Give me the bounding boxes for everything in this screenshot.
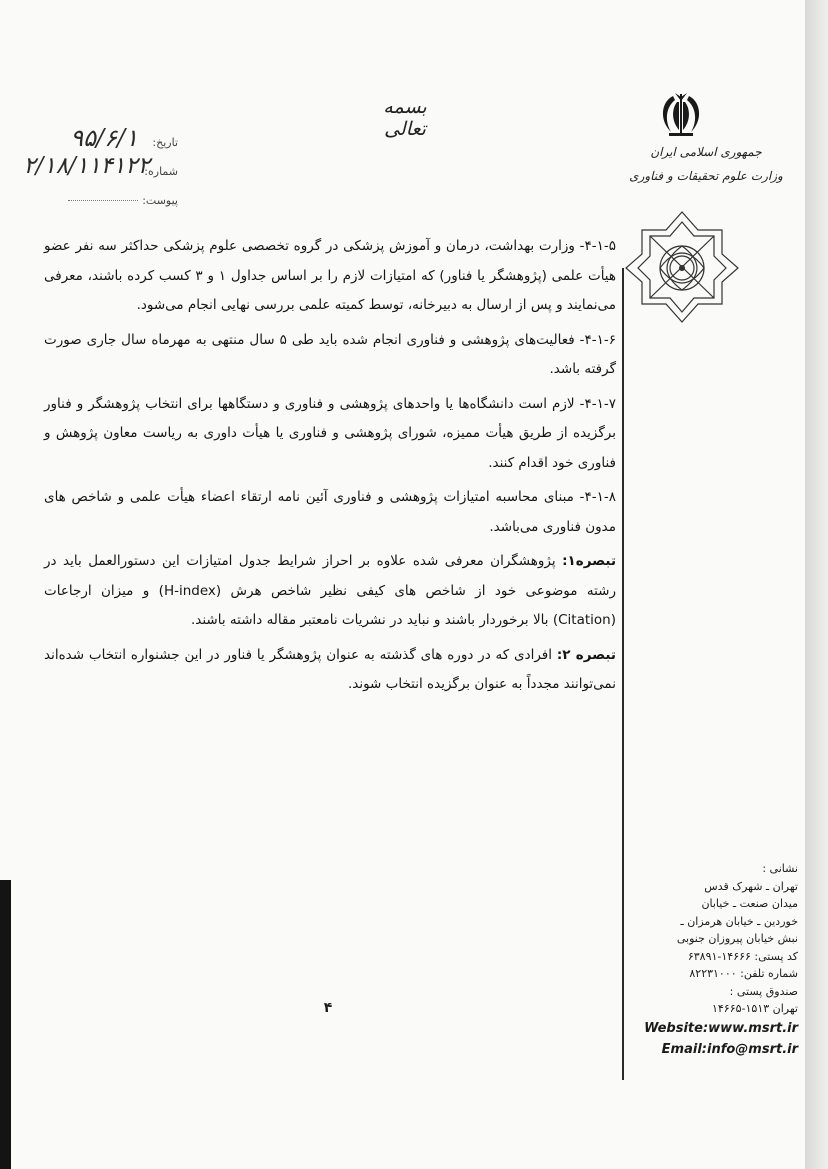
- note-2-text: افرادی که در دوره های گذشته به عنوان پژوهشگر یا فناور در این جشنواره انتخاب شده‌اند نمی‌توانند مجدداً به عنوان برگزیده انتخاب شوند.: [44, 646, 616, 692]
- attachment-label: پیوست:: [142, 194, 178, 207]
- note-1-label: تبصره۱:: [562, 553, 617, 569]
- bismillah-heading: بسمه تعالی: [383, 96, 427, 140]
- address-line: نشانی :: [762, 862, 798, 875]
- note-2: [44, 641, 616, 700]
- number-label: شماره:: [144, 165, 178, 178]
- clause-4-1-6: ۴-۱-۶- فعالیت‌های پژوهشی و فناوری انجام شده باید طی ۵ سال منتهی به مهرماه سال جاری صورت گرفته باشد.: [44, 331, 616, 377]
- date-label: تاریخ:: [152, 136, 178, 149]
- address-line: خوردین ـ خیابان هرمزان ـ: [680, 914, 798, 928]
- date-value: ۹۵/۶/۱: [70, 124, 138, 152]
- note-1: [44, 547, 616, 636]
- islamic-ornament-icon: [622, 208, 742, 326]
- website-link[interactable]: Website:www.msrt.ir: [644, 1020, 798, 1036]
- scan-edge: [805, 0, 828, 1169]
- clause-4-1-7: ۴-۱-۷- لازم است دانشگاه‌ها یا واحدهای پژوهشی و فناوری و دستگاهها برای انتخاب پژوهشگر و فناور برگزیده از طریق هیأت ممیزه، شورای پژوهشی و فناوری یا هیأت داوری به ریاست معاون پژوهش و فناوری خود اقدام کنند.: [44, 395, 616, 471]
- phone-number: شماره تلفن: ۸۲۲۳۱۰۰۰: [689, 967, 798, 980]
- letter-number-field: [23, 153, 178, 187]
- scan-binding-mark: [0, 880, 11, 1169]
- margin-rule: [622, 268, 624, 1080]
- page-number: ۴: [323, 1000, 333, 1016]
- address-line: میدان صنعت ـ خیابان: [701, 897, 798, 910]
- po-box-label: صندوق پستی :: [729, 984, 798, 998]
- letter-body: [44, 232, 616, 705]
- number-value: ۲/۱۸/۱۱۴۱۲۲: [23, 153, 150, 179]
- note-2-label: تبصره ۲:: [556, 646, 616, 663]
- ministry-address: [628, 860, 798, 1060]
- po-box-value: تهران ۱۵۱۳-۱۴۶۶۵: [711, 1002, 798, 1015]
- gov-republic-line: جمهوری اسلامی ایران: [650, 145, 762, 159]
- email-link[interactable]: Email:info@msrt.ir: [661, 1041, 798, 1057]
- iran-emblem-icon: [655, 92, 707, 138]
- note-1-text: پژوهشگران معرفی شده علاوه بر احراز شرایط جدول امتیازات این دستورالعمل باید در رشته موضوعی خود از شاخص های کیفی نظیر شاخص هرش (H-index) و میزان ارجاعات (Citation) بالا برخوردار باشند و نباید در نشریات نامعتبر مقاله داشته باشند.: [44, 553, 616, 628]
- address-line: نبش خیابان پیروزان جنوبی: [676, 932, 798, 945]
- clause-4-1-8: ۴-۱-۸- مبنای محاسبه امتیازات پژوهشی و فناوری آئین نامه ارتقاء اعضاء هیأت علمی و شاخص های مدون فناوری می‌باشد.: [44, 489, 616, 535]
- postal-code: کد پستی: ۱۴۶۶۶-۶۳۸۹۱: [687, 949, 798, 963]
- attachment-blank: [68, 200, 138, 201]
- clause-4-1-5: ۴-۱-۵- وزارت بهداشت، درمان و آموزش پزشکی در گروه تخصصی علوم پزشکی حداکثر سه نفر عضو هیأت علمی (پژوهشگر یا فناور) که امتیازات لازم را بر اساس جداول ۱ و ۳ کسب کرده باشند، معرفی می‌نمایند و پس از ارسال به دبیرخانه، توسط کمیته علمی بررسی نهایی انجام می‌شود.: [44, 238, 617, 313]
- ministry-name: وزارت علوم تحقیقات و فناوری: [629, 169, 783, 183]
- attachment-field: [28, 190, 178, 208]
- address-line: تهران ـ شهرک قدس: [704, 879, 798, 893]
